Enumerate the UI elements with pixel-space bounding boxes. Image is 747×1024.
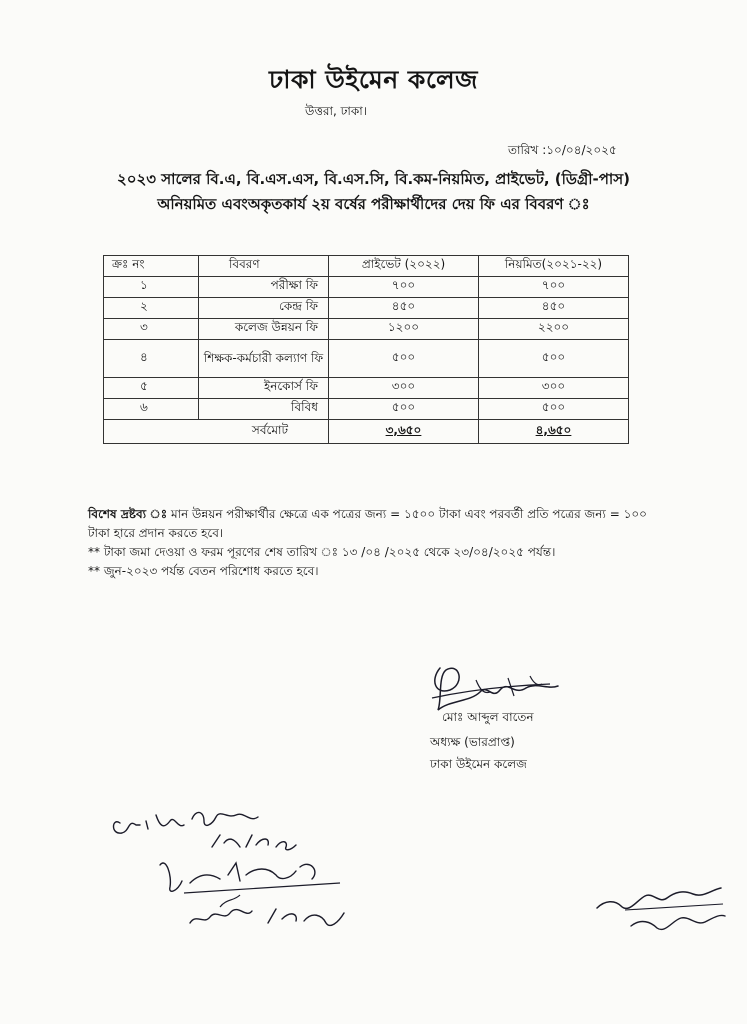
notes-section — [88, 505, 658, 581]
row-description: কেন্দ্র ফি — [199, 298, 329, 319]
table-row — [104, 298, 629, 319]
column-header-regular: নিয়মিত(২০২১-২২) — [479, 256, 629, 277]
notice-date: তারিখ :১০/০৪/২০২৫ — [508, 143, 617, 157]
signatory-designation: অধ্যক্ষ (ভারপ্রাপ্ত) — [430, 735, 515, 749]
college-title: ঢাকা উইমেন কলেজ — [269, 65, 478, 94]
special-note-text: মান উন্নয়ন পরীক্ষার্থীর ক্ষেত্রে এক পত্রের জন্য = ১৫০০ টাকা এবং পরবর্তী প্রতি পত্রের জন্য = ১০০ টাকা হারে প্রদান করতে হবে। — [88, 507, 647, 540]
signatory-name: মোঃ আব্দুল বাতেন — [442, 710, 534, 724]
row-description: ইনকোর্স ফি — [199, 378, 329, 399]
special-note-label: বিশেষ দ্রষ্টব্য ঃ — [88, 507, 168, 521]
total-label: সর্বমোট — [104, 420, 329, 444]
row-private-fee: ৫০০ — [329, 399, 479, 420]
table-row — [104, 399, 629, 420]
column-header-description: বিবরণ — [199, 256, 329, 277]
row-regular-fee: ৩০০ — [479, 378, 629, 399]
row-serial: ১ — [104, 277, 199, 298]
row-description: কলেজ উন্নয়ন ফি — [199, 319, 329, 340]
table-total-row — [104, 420, 629, 444]
row-private-fee: ৩০০ — [329, 378, 479, 399]
table-header-row — [104, 256, 629, 277]
table-row — [104, 277, 629, 298]
college-address: উত্তরা, ঢাকা। — [305, 104, 368, 118]
row-private-fee: ৭০০ — [329, 277, 479, 298]
row-serial: ৪ — [104, 340, 199, 378]
row-description: পরীক্ষা ফি — [199, 277, 329, 298]
salary-note: ** জুন-২০২৩ পর্যন্ত বেতন পরিশোধ করতে হবে। — [88, 564, 319, 578]
handwritten-annotations — [100, 795, 400, 955]
table-row — [104, 378, 629, 399]
table-row — [104, 319, 629, 340]
fee-table — [103, 255, 629, 444]
notice-heading-line-1: ২০২৩ সালের বি.এ, বি.এস.এস, বি.এস.সি, বি.কম-নিয়মিত, প্রাইভেট, (ডিগ্রী-পাস) — [116, 170, 631, 188]
row-description: শিক্ষক-কর্মচারী কল্যাণ ফি — [199, 340, 329, 378]
row-private-fee: ৫০০ — [329, 340, 479, 378]
notice-heading-line-2: অনিয়মিত এবংঅকৃতকার্য ২য় বর্ষের পরীক্ষার্থীদের দেয় ফি এর বিবরণ ঃ — [157, 195, 590, 213]
row-regular-fee: ৫০০ — [479, 399, 629, 420]
handwritten-signature-right — [585, 870, 735, 940]
row-regular-fee: ৪৫০ — [479, 298, 629, 319]
deadline-note: ** টাকা জমা দেওয়া ও ফরম পূরণের শেষ তারিখ ঃ ১৩ /০৪ /২০২৫ থেকে ২৩/০৪/২০২৫ পর্যন্ত। — [88, 545, 556, 559]
table-row — [104, 340, 629, 378]
row-private-fee: ১২০০ — [329, 319, 479, 340]
row-serial: ৫ — [104, 378, 199, 399]
row-regular-fee: ৭০০ — [479, 277, 629, 298]
column-header-private: প্রাইভেট (২০২২) — [329, 256, 479, 277]
row-serial: ৬ — [104, 399, 199, 420]
total-private-fee: ৩,৬৫০ — [329, 420, 479, 444]
row-regular-fee: ৫০০ — [479, 340, 629, 378]
row-description: বিবিধ — [199, 399, 329, 420]
column-header-serial: ক্রঃ নং — [104, 256, 199, 277]
special-note — [88, 505, 658, 543]
row-private-fee: ৪৫০ — [329, 298, 479, 319]
row-regular-fee: ২২০০ — [479, 319, 629, 340]
row-serial: ২ — [104, 298, 199, 319]
total-regular-fee: ৪,৬৫০ — [479, 420, 629, 444]
row-serial: ৩ — [104, 319, 199, 340]
signatory-college: ঢাকা উইমেন কলেজ — [430, 757, 527, 771]
